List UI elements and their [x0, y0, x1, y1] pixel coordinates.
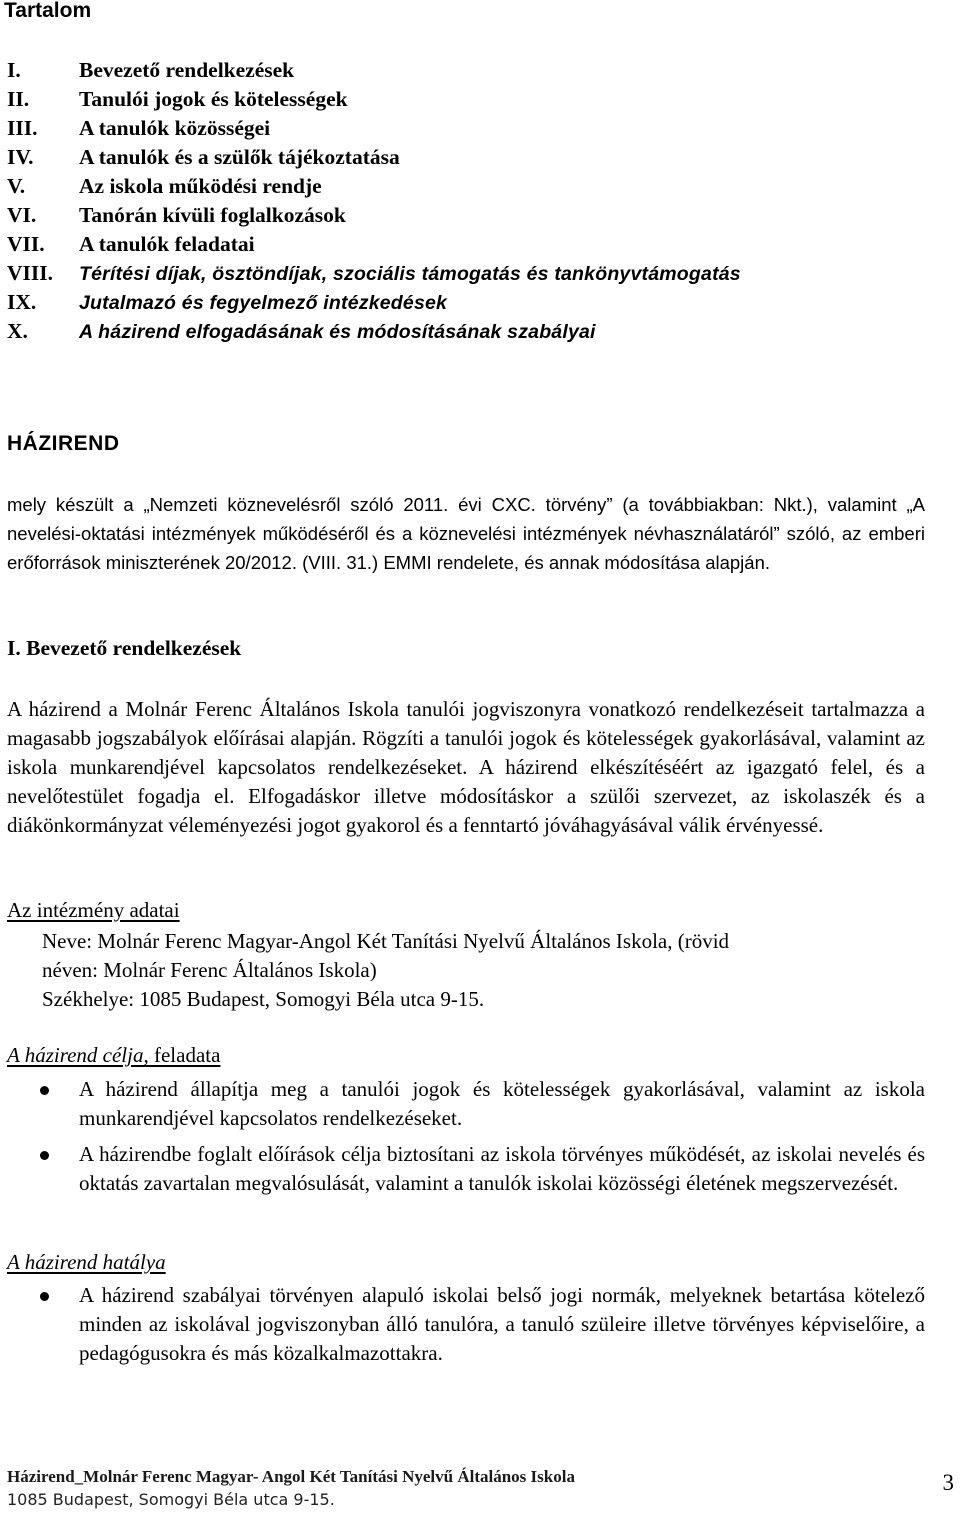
list-item: [0, 1140, 925, 1198]
footer-address: 1085 Budapest, Somogyi Béla utca 9-15.: [7, 1490, 335, 1509]
toc-item-text: A tanulók és a szülők tájékoztatása: [79, 145, 400, 169]
toc-item-text: Tanórán kívüli foglalkozások: [79, 203, 346, 227]
document-heading: HÁZIREND: [7, 432, 120, 455]
toc-item-text: Jutalmazó és fegyelmező intézkedések: [79, 292, 448, 314]
section-paragraph: A házirend a Molnár Ferenc Általános Iskola tanulói jogviszonyra vonatkozó rendelkezéseit tartalmazza a magasabb jogszabályok előírásai alapján. Rögzíti a tanulói jogok és kötelességek gyakorlásával, valamint az iskola munkarendjével kapcsolatos rendelkezéseket. A házirend elkészítéséért az igazgató felel, és a nevelőtestület fogadja el. Elfogadáskor illetve módosításkor a szülői szervezet, az iskolaszék és a diákönkormányzat véleményezési jogot gyakorol és a fenntartó jóváhagyásával válik érvényessé.: [7, 697, 925, 837]
toc-item-number: IV.: [7, 145, 34, 169]
table-of-contents: [7, 56, 741, 346]
purpose-title: [7, 1043, 220, 1068]
toc-item-number: V.: [7, 174, 26, 198]
page-footer: [7, 1466, 575, 1512]
toc-item[interactable]: [7, 85, 741, 114]
institution-data-title: Az intézmény adatai: [7, 898, 180, 922]
toc-item-number: IX.: [7, 290, 37, 314]
institution-data: [42, 927, 927, 1014]
page-number: 3: [942, 1470, 954, 1495]
toc-item-number: I.: [7, 58, 21, 82]
list-item: [0, 1075, 925, 1133]
toc-item-text: Bevezető rendelkezések: [79, 58, 295, 82]
purpose-title-italic: A házirend célja: [7, 1043, 144, 1067]
toc-item-number: II.: [7, 87, 30, 111]
toc-item[interactable]: [7, 172, 741, 201]
purpose-list: [0, 1075, 925, 1205]
toc-item[interactable]: [7, 201, 741, 230]
toc-item-text: A tanulók feladatai: [79, 232, 255, 256]
toc-item[interactable]: [7, 230, 741, 259]
list-item-text: A házirend szabályai törvényen alapuló iskolai belső jogi normák, melyeknek betartása kötelező minden az iskolával jogviszonyban álló tanulóra, a tanuló szüleire illetve törvényes képviselőire, a pedagógusokra és más közalkalmazottakra.: [79, 1283, 925, 1365]
bullet-icon: [40, 1292, 49, 1301]
toc-item-text: Tanulói jogok és kötelességek: [79, 87, 348, 111]
scope-title: A házirend hatálya: [7, 1250, 166, 1274]
toc-item-number: X.: [7, 319, 28, 343]
toc-item-number: VI.: [7, 203, 37, 227]
toc-item[interactable]: [7, 288, 741, 317]
toc-item-text: Az iskola működési rendje: [79, 174, 322, 198]
toc-item-text: Térítési díjak, ösztöndíjak, szociális támogatás és tankönyvtámogatás: [79, 263, 741, 285]
toc-item[interactable]: [7, 56, 741, 85]
institution-seat: Székhelye: 1085 Budapest, Somogyi Béla utca 9-15.: [42, 987, 485, 1011]
toc-item[interactable]: [7, 259, 741, 288]
purpose-title-rest: , feladata: [143, 1043, 221, 1067]
toc-title: Tartalom: [4, 0, 92, 22]
toc-item[interactable]: [7, 317, 741, 346]
footer-title: Házirend_Molnár Ferenc Magyar- Angol Két Tanítási Nyelvű Általános Iskola: [7, 1467, 575, 1486]
scope-list: [0, 1281, 925, 1375]
toc-item-text: A házirend elfogadásának és módosításának szabályai: [79, 321, 596, 343]
bullet-icon: [40, 1151, 49, 1160]
list-item-text: A házirendbe foglalt előírások célja biztosítani az iskola törvényes működését, az iskolai nevelés és oktatás zavartalan megvalósulását, valamint a tanulók iskolai közösségi életének megszervezését.: [79, 1142, 925, 1195]
intro-paragraph: mely készült a „Nemzeti köznevelésről szóló 2011. évi CXC. törvény” (a továbbiakban: Nkt.), valamint „A nevelési-oktatási intézmények működéséről és a köznevelési intézmények névhasználatáról” szóló, az emberi erőforrások miniszterének 20/2012. (VIII. 31.) EMMI rendelete, és annak módosítása alapján.: [7, 494, 925, 573]
list-item-text: A házirend állapítja meg a tanulói jogok és kötelességek gyakorlásával, valamint az iskola munkarendjével kapcsolatos rendelkezéseket.: [79, 1077, 925, 1130]
toc-item-number: III.: [7, 116, 38, 140]
list-item: [0, 1281, 925, 1368]
institution-short-name: néven: Molnár Ferenc Általános Iskola): [42, 958, 377, 982]
toc-item[interactable]: [7, 114, 741, 143]
bullet-icon: [40, 1086, 49, 1095]
institution-name: Neve: Molnár Ferenc Magyar-Angol Két Tanítási Nyelvű Általános Iskola, (rövid: [42, 929, 730, 953]
toc-item-number: VIII.: [7, 261, 54, 285]
toc-item-number: VII.: [7, 232, 45, 256]
section-title: I. Bevezető rendelkezések: [7, 636, 242, 660]
toc-item-text: A tanulók közösségei: [79, 116, 271, 140]
toc-item[interactable]: [7, 143, 741, 172]
